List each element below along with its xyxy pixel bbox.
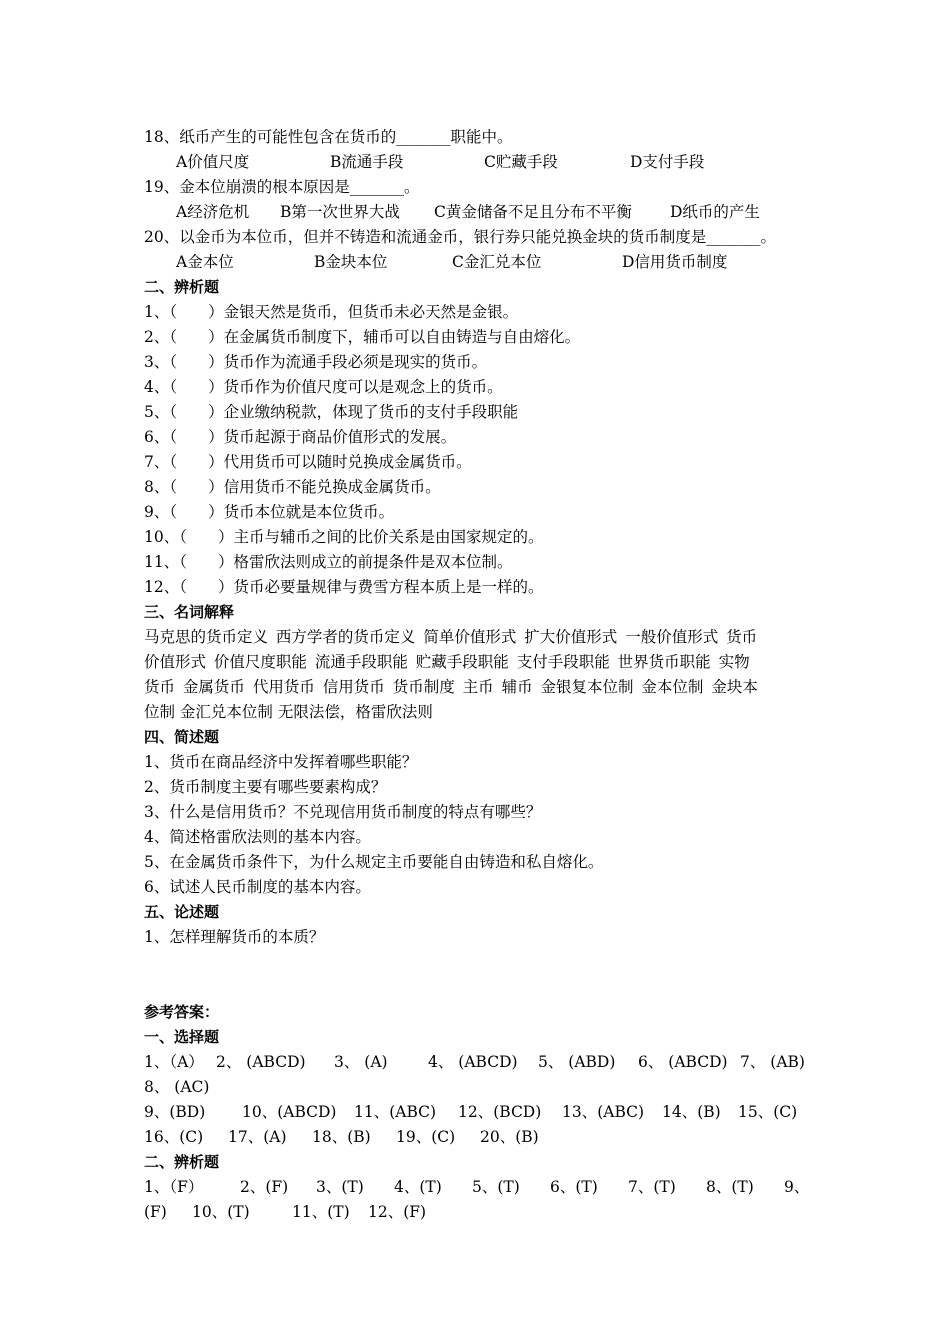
answer-item: 5、 (ABD) [538, 1053, 616, 1071]
answer-item: 2、(F) [240, 1178, 289, 1196]
document-page [144, 125, 824, 1225]
answer-item: 8、(T) [706, 1178, 754, 1196]
option-d: D纸币的产生 [670, 203, 760, 221]
answer-item: 8、 (AC) [144, 1078, 210, 1096]
short-question: 5、在金属货币条件下，为什么规定主币要能自由铸造和私自熔化。 [144, 853, 604, 871]
question-18-options [144, 150, 824, 175]
answers-choice-row [144, 1075, 824, 1100]
judge-item: 6、（ ）货币起源于商品价值形式的发展。 [144, 428, 457, 446]
question-20: 20、以金币为本位币，但并不铸造和流通金币，银行券只能兑换金块的货币制度是_______。 [144, 228, 776, 246]
judge-item: 2、（ ）在金属货币制度下，辅币可以自由铸造与自由熔化。 [144, 328, 581, 346]
answer-item: 4、(T) [394, 1178, 442, 1196]
answer-item: 11、(ABC) [354, 1103, 437, 1121]
short-question: 2、货币制度主要有哪些要素构成？ [144, 778, 387, 796]
answers-choice-row [144, 1050, 824, 1075]
answers-judge-row [144, 1175, 824, 1200]
essay-question: 1、怎样理解货币的本质？ [144, 928, 325, 946]
option-d: D支付手段 [630, 153, 705, 171]
judge-item: 12、（ ）货币必要量规律与费雪方程本质上是一样的。 [144, 578, 544, 596]
answer-item: (F) [144, 1203, 167, 1221]
question-18: 18、纸币产生的可能性包含在货币的_______职能中。 [144, 128, 513, 146]
answer-item: 1、（F） [144, 1178, 204, 1196]
option-b: B流通手段 [330, 153, 404, 171]
answer-item: 15、(C) [738, 1103, 798, 1121]
answer-item: 12、(F) [368, 1203, 427, 1221]
answer-item: 13、(ABC) [562, 1103, 645, 1121]
answer-item: 17、(A) [228, 1128, 287, 1146]
judge-item: 5、（ ）企业缴纳税款，体现了货币的支付手段职能 [144, 403, 519, 421]
option-b: B第一次世界大战 [280, 203, 400, 221]
answer-item: 3、(T) [316, 1178, 364, 1196]
answers-title: 参考答案： [144, 1003, 220, 1021]
answer-item: 4、 (ABCD) [428, 1053, 518, 1071]
judge-item: 9、（ ）货币本位就是本位货币。 [144, 503, 395, 521]
answer-item: 2、 (ABCD) [216, 1053, 306, 1071]
answer-item: 6、 (ABCD) [638, 1053, 728, 1071]
option-c: C贮藏手段 [484, 153, 558, 171]
terms-line: 价值形式 价值尺度职能 流通手段职能 贮藏手段职能 支付手段职能 世界货币职能 实物 [144, 653, 750, 671]
judge-item: 8、（ ）信用货币不能兑换成金属货币。 [144, 478, 441, 496]
answers-heading-choice: 一、选择题 [144, 1028, 220, 1046]
answer-item: 7、 (AB) [740, 1053, 805, 1071]
answer-item: 6、(T) [550, 1178, 598, 1196]
option-a: A价值尺度 [176, 153, 250, 171]
answer-item: 9、 [784, 1178, 810, 1196]
section-heading-terms: 三、名词解释 [144, 603, 235, 621]
answer-item: 16、(C) [144, 1128, 204, 1146]
answers-choice-row [144, 1100, 824, 1125]
terms-line: 位制 金汇兑本位制 无限法偿，格雷欣法则 [144, 703, 433, 721]
terms-line: 马克思的货币定义 西方学者的货币定义 简单价值形式 扩大价值形式 一般价值形式 货币 [144, 628, 758, 646]
option-a: A经济危机 [176, 203, 250, 221]
answer-item: 7、(T) [628, 1178, 676, 1196]
option-b: B金块本位 [314, 253, 388, 271]
section-heading-short: 四、简述题 [144, 728, 220, 746]
short-question: 4、简述格雷欣法则的基本内容。 [144, 828, 371, 846]
answer-item: 9、(BD) [144, 1103, 206, 1121]
judge-item: 3、（ ）货币作为流通手段必须是现实的货币。 [144, 353, 488, 371]
answer-item: 1、（A） [144, 1053, 204, 1071]
option-c: C黄金储备不足且分布不平衡 [434, 203, 632, 221]
short-question: 3、什么是信用货币？不兑现信用货币制度的特点有哪些？ [144, 803, 542, 821]
answer-item: 20、(B) [480, 1128, 539, 1146]
section-heading-essay: 五、论述题 [144, 903, 220, 921]
answers-judge-row [144, 1200, 824, 1225]
option-c: C金汇兑本位 [452, 253, 542, 271]
question-19-options [144, 200, 824, 225]
answer-item: 5、(T) [472, 1178, 520, 1196]
judge-item: 11、（ ）格雷欣法则成立的前提条件是双本位制。 [144, 553, 513, 571]
answer-item: 18、(B) [312, 1128, 371, 1146]
judge-item: 10、（ ）主币与辅币之间的比价关系是由国家规定的。 [144, 528, 544, 546]
judge-item: 1、（ ）金银天然是货币，但货币未必天然是金银。 [144, 303, 519, 321]
judge-item: 4、（ ）货币作为价值尺度可以是观念上的货币。 [144, 378, 503, 396]
answer-item: 11、(T) [292, 1203, 350, 1221]
answers-choice-row [144, 1125, 824, 1150]
terms-line: 货币 金属货币 代用货币 信用货币 货币制度 主币 辅币 金银复本位制 金本位制 金块本 [144, 678, 758, 696]
judge-item: 7、（ ）代用货币可以随时兑换成金属货币。 [144, 453, 472, 471]
option-a: A金本位 [176, 253, 234, 271]
question-20-options [144, 250, 824, 275]
answer-item: 3、 (A) [334, 1053, 388, 1071]
short-question: 6、试述人民币制度的基本内容。 [144, 878, 371, 896]
answer-item: 12、(BCD) [458, 1103, 542, 1121]
question-19: 19、金本位崩溃的根本原因是_______。 [144, 178, 420, 196]
spacer [144, 950, 824, 1000]
answers-heading-judge: 二、辨析题 [144, 1153, 220, 1171]
answer-item: 14、(B) [662, 1103, 721, 1121]
answer-item: 10、(ABCD) [242, 1103, 337, 1121]
option-d: D信用货币制度 [622, 253, 728, 271]
section-heading-judge: 二、辨析题 [144, 278, 220, 296]
answer-item: 19、(C) [396, 1128, 456, 1146]
short-question: 1、货币在商品经济中发挥着哪些职能？ [144, 753, 418, 771]
answer-item: 10、(T) [192, 1203, 250, 1221]
